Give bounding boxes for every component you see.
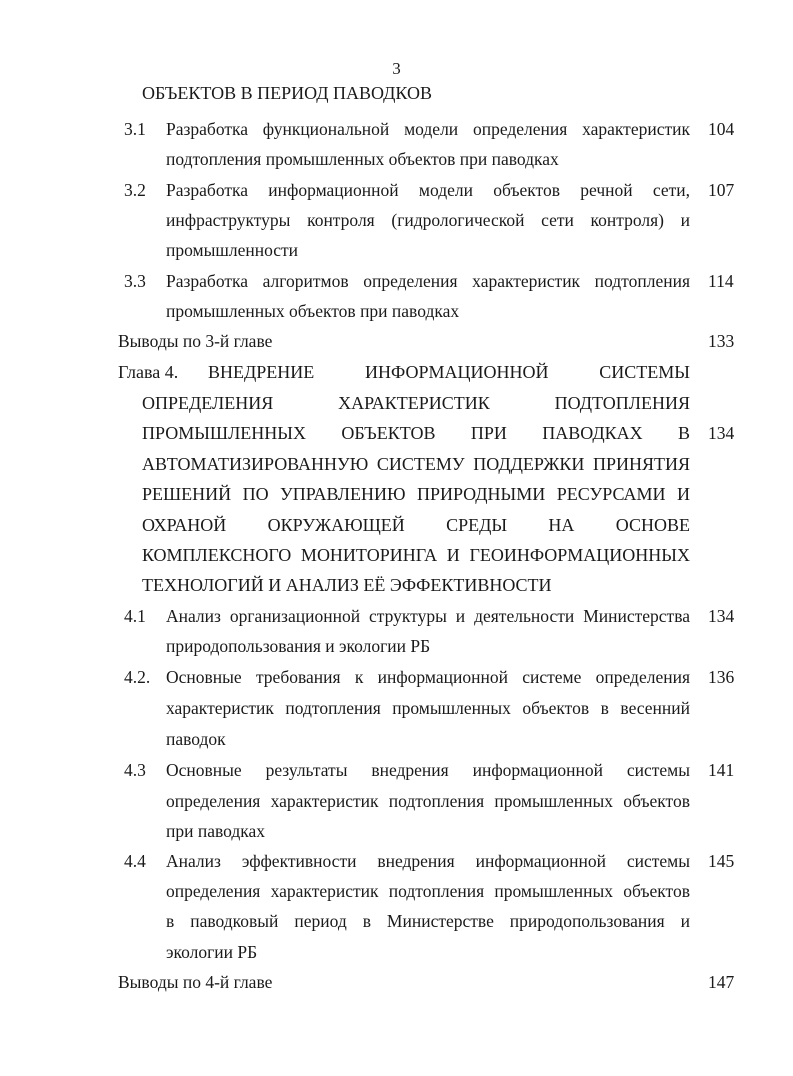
toc-item-line: подтопления промышленных объектов при паводках xyxy=(166,149,559,169)
chapter4-title-line: ПРОМЫШЛЕННЫХ ОБЪЕКТОВ ПРИ ПАВОДКАХ В xyxy=(142,423,690,443)
toc-item-line: характеристик подтопления промышленных объектов в весенний xyxy=(166,698,690,718)
conclusion-4-title: Выводы по 4-й главе xyxy=(118,972,273,992)
chapter4-title-line: КОМПЛЕКСНОГО МОНИТОРИНГА И ГЕОИНФОРМАЦИОННЫХ xyxy=(142,545,690,565)
chapter3-title-continuation: ОБЪЕКТОВ В ПЕРИОД ПАВОДКОВ xyxy=(142,83,432,103)
toc-item-line: определения характеристик подтопления промышленных объектов xyxy=(166,791,690,811)
toc-item-page: 104 xyxy=(708,119,735,139)
toc-item-line: Основные требования к информационной системе определения xyxy=(166,667,690,687)
chapter4-title-line: РЕШЕНИЙ ПО УПРАВЛЕНИЮ ПРИРОДНЫМИ РЕСУРСАМИ И xyxy=(142,484,690,504)
conclusion-3-title: Выводы по 3-й главе xyxy=(118,331,273,351)
toc-item-page: 134 xyxy=(708,606,735,626)
chapter4-title-line: ВНЕДРЕНИЕ ИНФОРМАЦИОННОЙ СИСТЕМЫ xyxy=(208,362,690,382)
chapter4-title-line: ТЕХНОЛОГИЙ И АНАЛИЗ ЕЁ ЭФФЕКТИВНОСТИ xyxy=(142,575,552,595)
toc-item-line: Основные результаты внедрения информационной системы xyxy=(166,760,690,780)
chapter4-title-line: ОХРАНОЙ ОКРУЖАЮЩЕЙ СРЕДЫ НА ОСНОВЕ xyxy=(142,515,690,535)
toc-item-line: при паводках xyxy=(166,821,266,841)
toc-item-number: 4.1 xyxy=(124,606,146,626)
toc-item-line: промышленности xyxy=(166,240,299,260)
chapter4-title-line: АВТОМАТИЗИРОВАННУЮ СИСТЕМУ ПОДДЕРЖКИ ПРИНЯТИЯ xyxy=(142,454,690,474)
toc-item-line: Анализ эффективности внедрения информационной системы xyxy=(166,851,690,871)
toc-item-page: 136 xyxy=(708,667,735,687)
toc-item-line: Разработка функциональной модели определения характеристик xyxy=(166,119,690,139)
toc-item-number: 4.2. xyxy=(124,667,151,687)
toc-item-page: 141 xyxy=(708,760,735,780)
toc-item-number: 3.3 xyxy=(124,271,146,291)
toc-item-line: Разработка информационной модели объектов речной сети, xyxy=(166,180,690,200)
toc-item-line: паводок xyxy=(166,729,226,749)
toc-item-line: определения характеристик подтопления промышленных объектов xyxy=(166,881,690,901)
toc-item-line: инфраструктуры контроля (гидрологической сети контроля) и xyxy=(166,210,690,230)
conclusion-3-page: 133 xyxy=(708,331,735,351)
chapter4-label: Глава 4. xyxy=(118,362,179,382)
toc-item-page: 114 xyxy=(708,271,734,291)
toc-item-line: Разработка алгоритмов определения характеристик подтопления xyxy=(166,271,690,291)
toc-item-line: природопользования и экологии РБ xyxy=(166,636,431,656)
chapter4-title-line: ОПРЕДЕЛЕНИЯ ХАРАКТЕРИСТИК ПОДТОПЛЕНИЯ xyxy=(142,393,690,413)
toc-item-number: 4.4 xyxy=(124,851,146,871)
toc-item-number: 3.2 xyxy=(124,180,146,200)
page-number: 3 xyxy=(392,59,401,78)
toc-item-number: 3.1 xyxy=(124,119,146,139)
toc-item-line: в паводковый период в Министерстве природопользования и xyxy=(166,911,690,931)
toc-item-number: 4.3 xyxy=(124,760,146,780)
chapter4-page: 134 xyxy=(708,423,735,443)
toc-item-line: Анализ организационной структуры и деятельности Министерства xyxy=(166,606,690,626)
conclusion-4-page: 147 xyxy=(708,972,735,992)
toc-item-line: экологии РБ xyxy=(166,942,258,962)
toc-item-page: 145 xyxy=(708,851,735,871)
toc-item-page: 107 xyxy=(708,180,735,200)
toc-item-line: промышленных объектов при паводках xyxy=(166,301,460,321)
